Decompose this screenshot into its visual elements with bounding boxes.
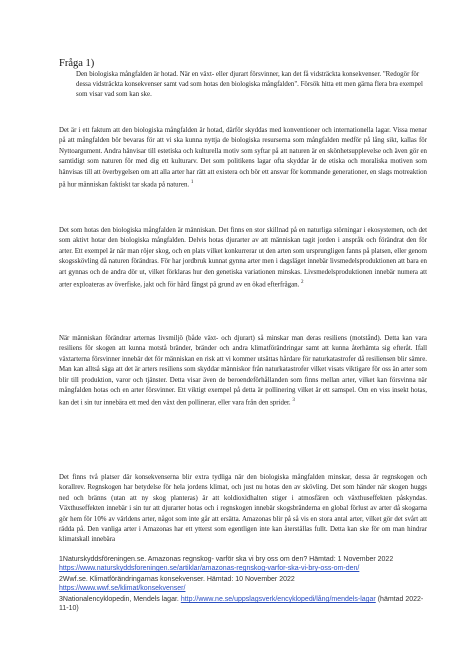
paragraph-3 xyxy=(59,334,427,409)
footnote-2 xyxy=(59,575,429,593)
footnote-text: 3Nationalencyklopedin, Mendels lagar. xyxy=(59,596,179,603)
footnote-ref: 3 xyxy=(292,398,295,404)
paragraph-4 xyxy=(59,473,427,546)
question-heading: Fråga 1) xyxy=(59,58,95,69)
question-intro: Den biologiska mångfalden är hotad. När en växt- eller djurart försvinner, kan det få vidsträckta konsekvenser. "Redogör för dessa vidsträckta konsekvenser samt vad som hotas den biologiska mångfalden". Försök hitta ett men gärna flera bra exempel som visar vad som kan ske. xyxy=(76,71,423,98)
paragraph-text: När människan förändrar arternas livsmiljö (både växt- och djurart) så minskar man deras resiliens (motstånd). Detta kan vara resiliens för skogen att kunna motstå bränder, bränder och andra klimatförändringar samt att kunna återhämta sig efteråt. Ifall växtarterna försvinner innebär det för människan en risk att vi kommer utsättas hårdare för naturkatastrofer då resiliensen blir sämre. Man kan alltså säga att det är arters resiliens som skyddar människor från naturkatastrofer vilket visats viktigare för oss än arter som blir till produktion, varor och tjänster. Detta visar även de beroendeförhållanden som finns mellan arter, vilket kan försvinna när mångfalden hotas och en arter försvinner. Ett viktigt exempel på detta är pollinering vilket är ett samspel. Om en viss insekt hotas, kan det i sin tur innebära ett med den växt den pollinerar, eller vara från den sprider. xyxy=(59,335,427,407)
footnote-text: 1Naturskyddsföreningen.se. Amazonas regnskog- varför ska vi bry oss om den? Hämtad: 1 November 2022 xyxy=(59,556,394,563)
footnote-1 xyxy=(59,555,429,573)
footnote-3 xyxy=(59,595,429,613)
footnote-ref: 1 xyxy=(190,180,194,186)
footnote-link[interactable]: http://www.ne.se/uppslagsverk/encyklopedi/lång/mendels-lagar xyxy=(180,596,376,603)
paragraph-1 xyxy=(59,126,427,191)
footnote-suffix: (hämtad 2022-11-10) xyxy=(59,596,424,612)
paragraph-2 xyxy=(59,226,427,291)
paragraph-text: Det är i ett faktum att den biologiska mångfalden är hotad, därför skyddas med konventioner och internationella lagar. Vissa menar på att mångfalden bör bevaras för att vi ska kunna nyttja de biologiska resurserna som mångfalden medför på lång sikt, kallas för Nyttoargument. Andra hänvisar till estetiska och kulturella motiv som syftar på att naturen är en skönhetsupplevelse och även gör en samtidigt som naturen för med dig ett kulturarv. Det som politikens lagar ofta skyddar är de etiska och moraliska motiven som hänvisas till att överbygelsen om att alla arter har rätt att existera och bör ett ansvar för kommande generationer, en slags motreaktion på hur människan faktiskt tar skada på naturen. xyxy=(59,127,427,189)
paragraph-text: Det finns två platser där konsekvenserna blir extra tydliga när den biologiska mångfalden minskar, dessa är regnskogen och korallrev. Regnskogen har betydelse för hela jordens klimat, och just nu hotas den av skövling. Det som händer när skogen huggs ned och bränns (utan att ny skog planteras) är att koldioxidhalten stiger i atmosfären och växthuseffekten påskyndas. Växthuseffekten innebär i sin tur att djurarter hotas och i regnskogen innebär skogsbränderna en global förlust av arter då skogarna gör hem för 10% av världens arter, något som inte går att ersätta. Amazonas blir på så vis en stora antal arter, vilket gör det svårt att rädda på. Den vanliga arter i Amazonas har ett ytterst som egentligen inte kan återställas fullt. Detta kan ske för om man hindrar klimatskall innebära xyxy=(59,474,427,544)
footnote-link[interactable]: https://www.wwf.se/klimat/konsekvenser/ xyxy=(59,585,186,592)
footnote-ref: 2 xyxy=(301,280,304,286)
footnote-link[interactable]: https://www.naturskyddsforeningen.se/artiklar/amazonas-regnskog-varfor-ska-vi-bry-oss-om-den/ xyxy=(59,565,360,572)
footnote-text: 2Wwf.se. Klimatförändringarnas konsekvenser. Hämtad: 10 November 2022 xyxy=(59,576,295,583)
paragraph-text: Det som hotas den biologiska mångfalden är människan. Det finns en stor skillnad på en naturliga störningar i ekosystemen, och det som aktivt hotar den biologiska mångfalden. Delvis hotas djurarter av att människan tagit jorden i anspråk och förändrat den för arter. Ett exempel är när man röjer skog, och en plats vilket konkurrerar ut den arten som ursprungligen fanns på platsen, eller genom skogsskövling då naturen förändras. För har jordbruk kunnat gynna arter men i dagsläget innebär livsmedelsproduktionen att bara en art gynnas och de andra dör ut, vilket förklaras hur den genetiska variationen minskas. Livsmedelsproduktionen innebär numera att arter exploateras av överfiske, jakt och för hård fångst på grund av en ökad efterfrågan. xyxy=(59,227,427,289)
